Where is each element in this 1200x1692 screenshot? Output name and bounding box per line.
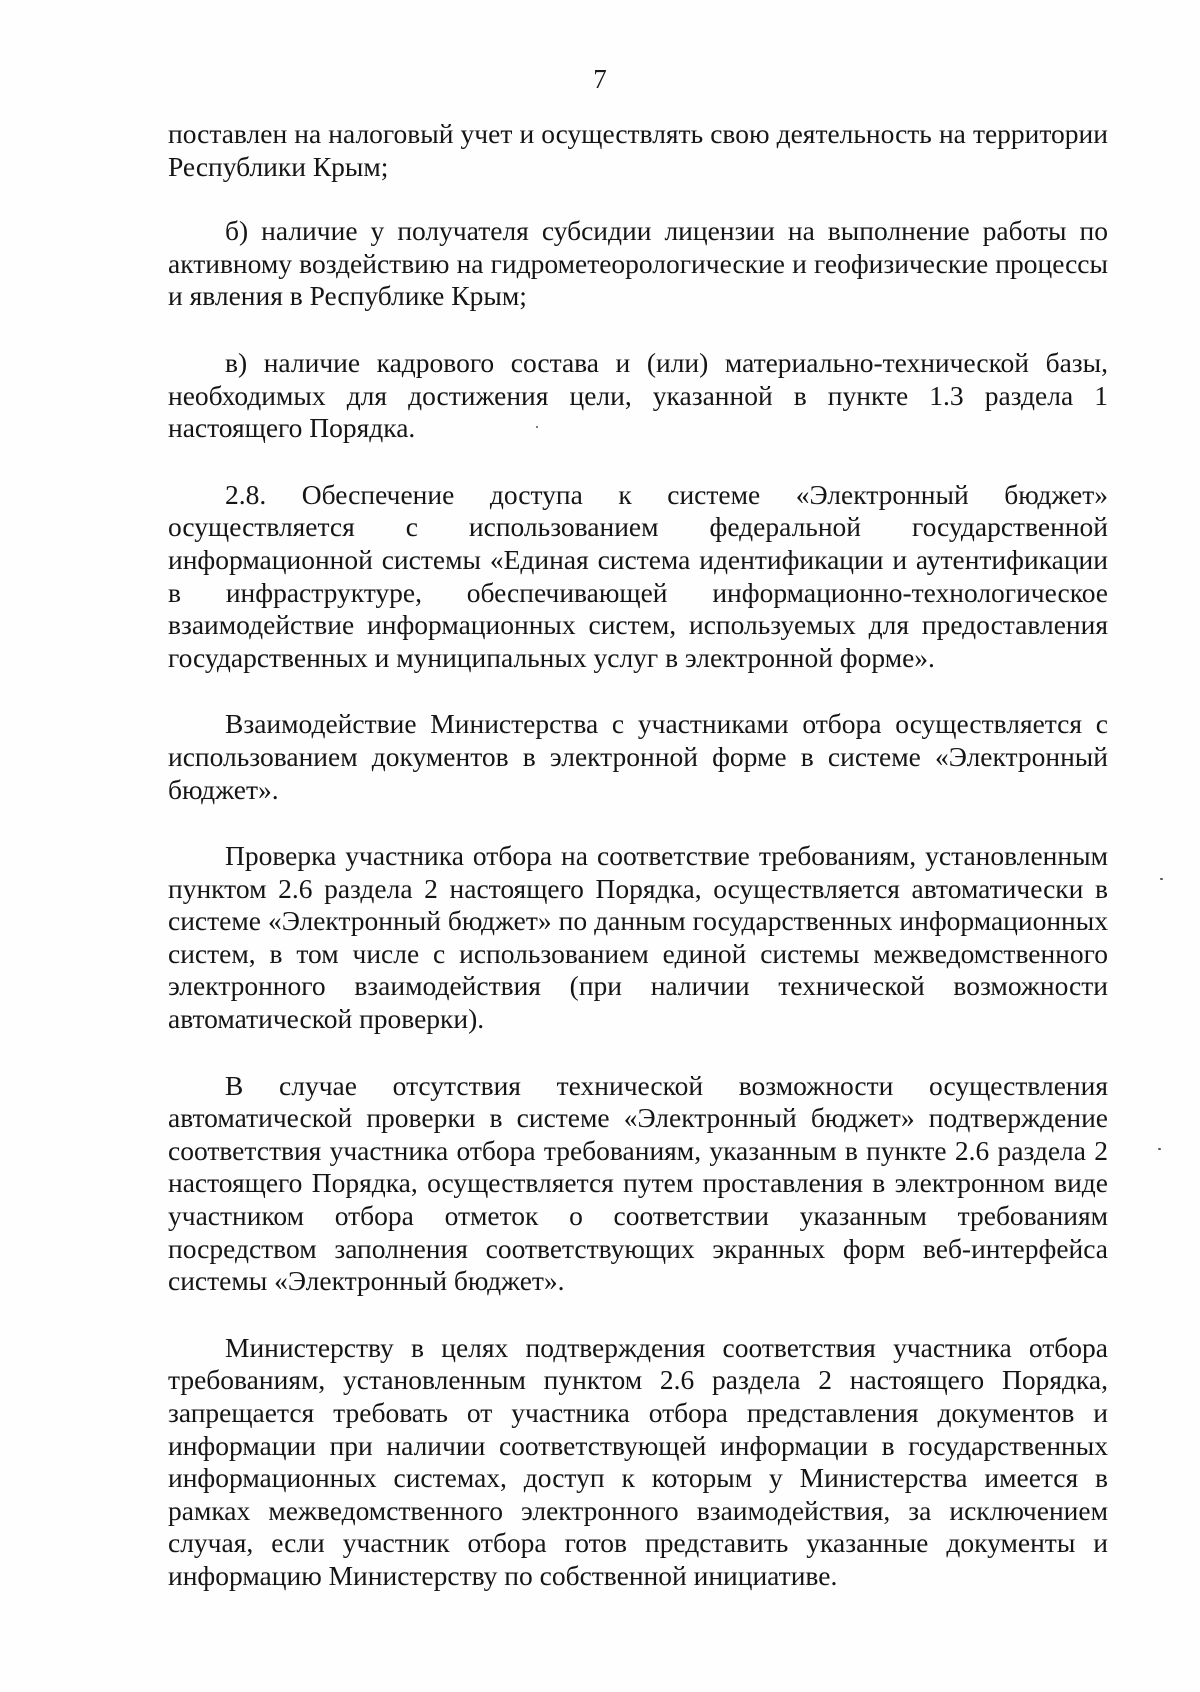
paragraph-verification: Проверка участника отбора на соответствие требованиям, установленным пунктом 2.6 раздела 2 настоящего Порядка, осуществляется автоматически в системе «Электронный бюджет» по данным государственных информационных систем, в том числе с использованием единой системы межведомственного электронного взаимодействия (при наличии технической возможности автоматической проверки).: [168, 840, 1108, 1035]
paragraph-access-system: 2.8. Обеспечение доступа к системе «Электронный бюджет» осуществляется с использованием федеральной государственной информационной системы «Единая система идентификации и аутентификации в инфраструктуре, обеспечивающей информационно-технологическое взаимодействие информационных систем, используемых для предоставления государственных и муниципальных услуг в электронной форме».: [168, 478, 1108, 673]
document-body: [168, 118, 1108, 1627]
paragraph-staff-base: в) наличие кадрового состава и (или) материально-технической базы, необходимых для достижения цели, указанной в пункте 1.3 раздела 1 настоящего Порядка.: [168, 346, 1108, 444]
scan-speck: [1158, 1148, 1161, 1150]
paragraph-document-request-ban: Министерству в целях подтверждения соответствия участника отбора требованиям, установленным пунктом 2.6 раздела 2 настоящего Порядка, запрещается требовать от участника отбора представления документов и информации при наличии соответствующей информации в государственных информационных системах, доступ к которым у Министерства имеется в рамках межведомственного электронного взаимодействия, за исключением случая, если участник отбора готов представить указанные документы и информацию Министерству по собственной инициативе.: [168, 1331, 1108, 1591]
page-number: 7: [593, 64, 607, 94]
paragraph-tax-registration: поставлен на налоговый учет и осуществлять свою деятельность на территории Республики Крым;: [168, 118, 1108, 182]
paragraph-interaction: Взаимодействие Министерства с участниками отбора осуществляется с использованием документов в электронной форме в системе «Электронный бюджет».: [168, 708, 1108, 805]
scan-speck: [1160, 878, 1163, 880]
scan-speck: [536, 426, 538, 428]
paragraph-manual-confirmation: В случае отсутствия технической возможности осуществления автоматической проверки в системе «Электронный бюджет» подтверждение соответствия участника отбора требованиям, указанным в пункте 2.6 раздела 2 настоящего Порядка, осуществляется путем проставления в электронном виде участником отбора отметок о соответствии указанным требованиям посредством заполнения соответствующих экранных форм веб-интерфейса системы «Электронный бюджет».: [168, 1069, 1108, 1297]
paragraph-license: б) наличие у получателя субсидии лицензии на выполнение работы по активному воздействию на гидрометеорологические и геофизические процессы и явления в Республике Крым;: [168, 215, 1108, 312]
